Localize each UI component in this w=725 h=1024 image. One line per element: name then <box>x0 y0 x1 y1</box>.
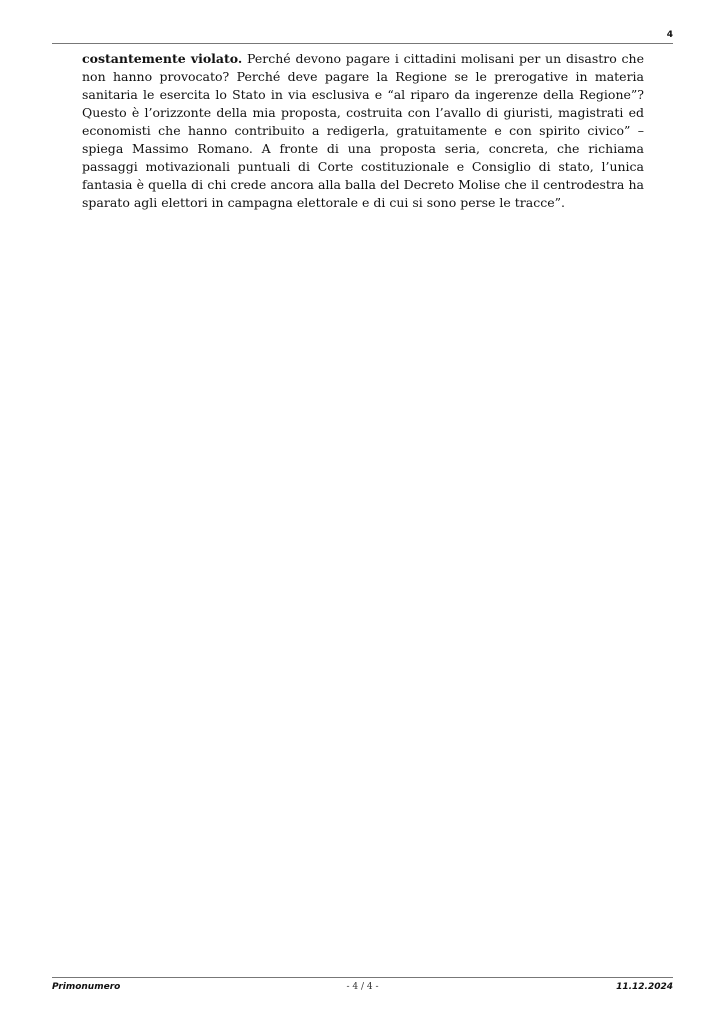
publication-date: 11.12.2024 <box>616 982 673 992</box>
article-body-text: Perché devono pagare i cittadini molisani per un disastro che non hanno provocato? Perché deve pagare la Regione se le prerogative in materia sanitaria le esercita lo Stato in via esclusiva e “al riparo da ingerenze della Regione”? Questo è l’orizzonte della mia proposta, costruita con l’avallo di giuristi, magistrati ed economisti che hanno contribuito a redigerla, gratuitamente e con spirito civico” – spiega Massimo Romano. A fronte di una proposta seria, concreta, che richiama passaggi motivazionali puntuali di Corte costituzionale e Consiglio di stato, l’unica fantasia è quella di chi crede ancora alla balla del Decreto Molise che il centrodestra ha sparato agli elettori in campagna elettorale e di cui si sono perse le tracce”. <box>82 51 645 210</box>
page-number: 4 <box>666 30 673 40</box>
article-paragraph <box>82 50 644 212</box>
publication-name: Primonumero <box>52 982 121 992</box>
header-divider <box>52 43 673 44</box>
footer-divider <box>52 977 673 978</box>
page-indicator: - 4 / 4 - <box>346 982 379 992</box>
bold-lead-text: costantemente violato. <box>82 51 243 66</box>
page-footer <box>52 982 673 996</box>
